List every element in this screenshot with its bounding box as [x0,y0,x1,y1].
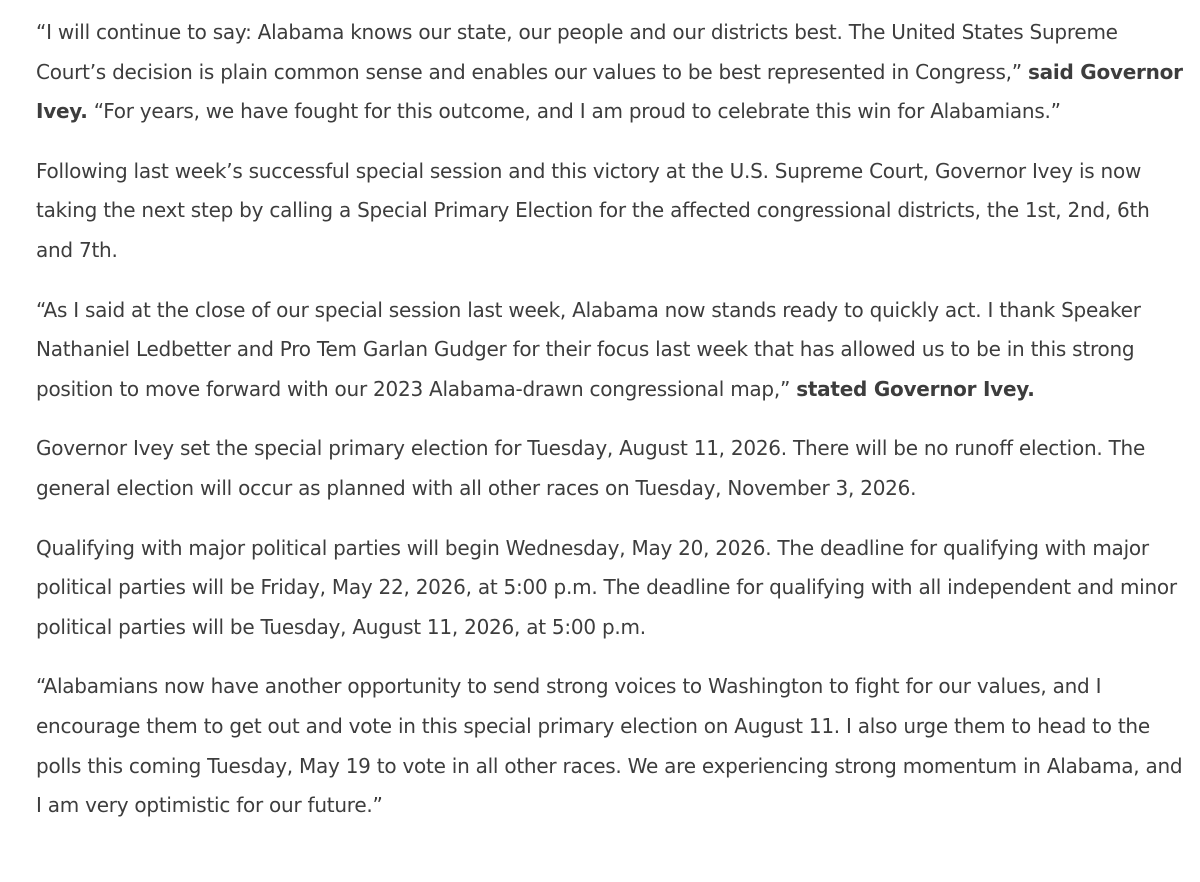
text-segment: “For years, we have fought for this outcome, and I am proud to celebrate this win for Alabamians.” [87,99,1061,124]
text-segment: Qualifying with major political parties will begin Wednesday, May 20, 2026. The deadline for qualifying with major political parties will be Friday, May 22, 2026, at 5:00 p.m. The deadline for qualifying with all independent and minor political parties will be Tuesday, August 11, 2026, at 5:00 p.m. [36,535,1177,639]
attribution-said-governor-ivey: said Governor Ivey. [36,59,1183,124]
text-segment: “Alabamians now have another opportunity to send strong voices to Washington to fight for our values, and I encourage them to get out and vote in this special primary election on August 11. I also urge them to head to the polls this coming Tuesday, May 19 to vote in all other races. We are experiencing strong momentum in Alabama, and I am very optimistic for our future.” [36,674,1183,818]
article-body [36,13,1188,846]
text-segment: Governor Ivey set the special primary election for Tuesday, August 11, 2026. There will be no runoff election. The general election will occur as planned with all other races on Tuesday, November 3, 2026. [36,436,1146,500]
paragraph-election-dates [36,429,1188,508]
text-segment: “I will continue to say: Alabama knows our state, our people and our districts best. The United States Supreme Court’s decision is plain common sense and enables our values to be best represented in Congress,” [36,20,1118,84]
paragraph-ivey-quote-closing [36,667,1188,825]
paragraph-qualifying-deadlines [36,529,1188,648]
text-segment: Following last week’s successful special session and this victory at the U.S. Supreme Court, Governor Ivey is now taking the next step by calling a Special Primary Election for the affected congressional districts, the 1st, 2nd, 6th and 7th. [36,158,1150,262]
paragraph-special-primary-announcement [36,152,1188,271]
paragraph-ivey-quote-special-session [36,291,1188,410]
attribution-stated-governor-ivey: stated Governor Ivey. [796,376,1035,401]
text-segment: “As I said at the close of our special session last week, Alabama now stands ready to quickly act. I thank Speaker Nathaniel Ledbetter and Pro Tem Garlan Gudger for their focus last week that has allowed us to be in this strong position to move forward with our 2023 Alabama-drawn congressional map,” [36,297,1141,401]
paragraph-ivey-quote-supreme-court [36,13,1188,132]
